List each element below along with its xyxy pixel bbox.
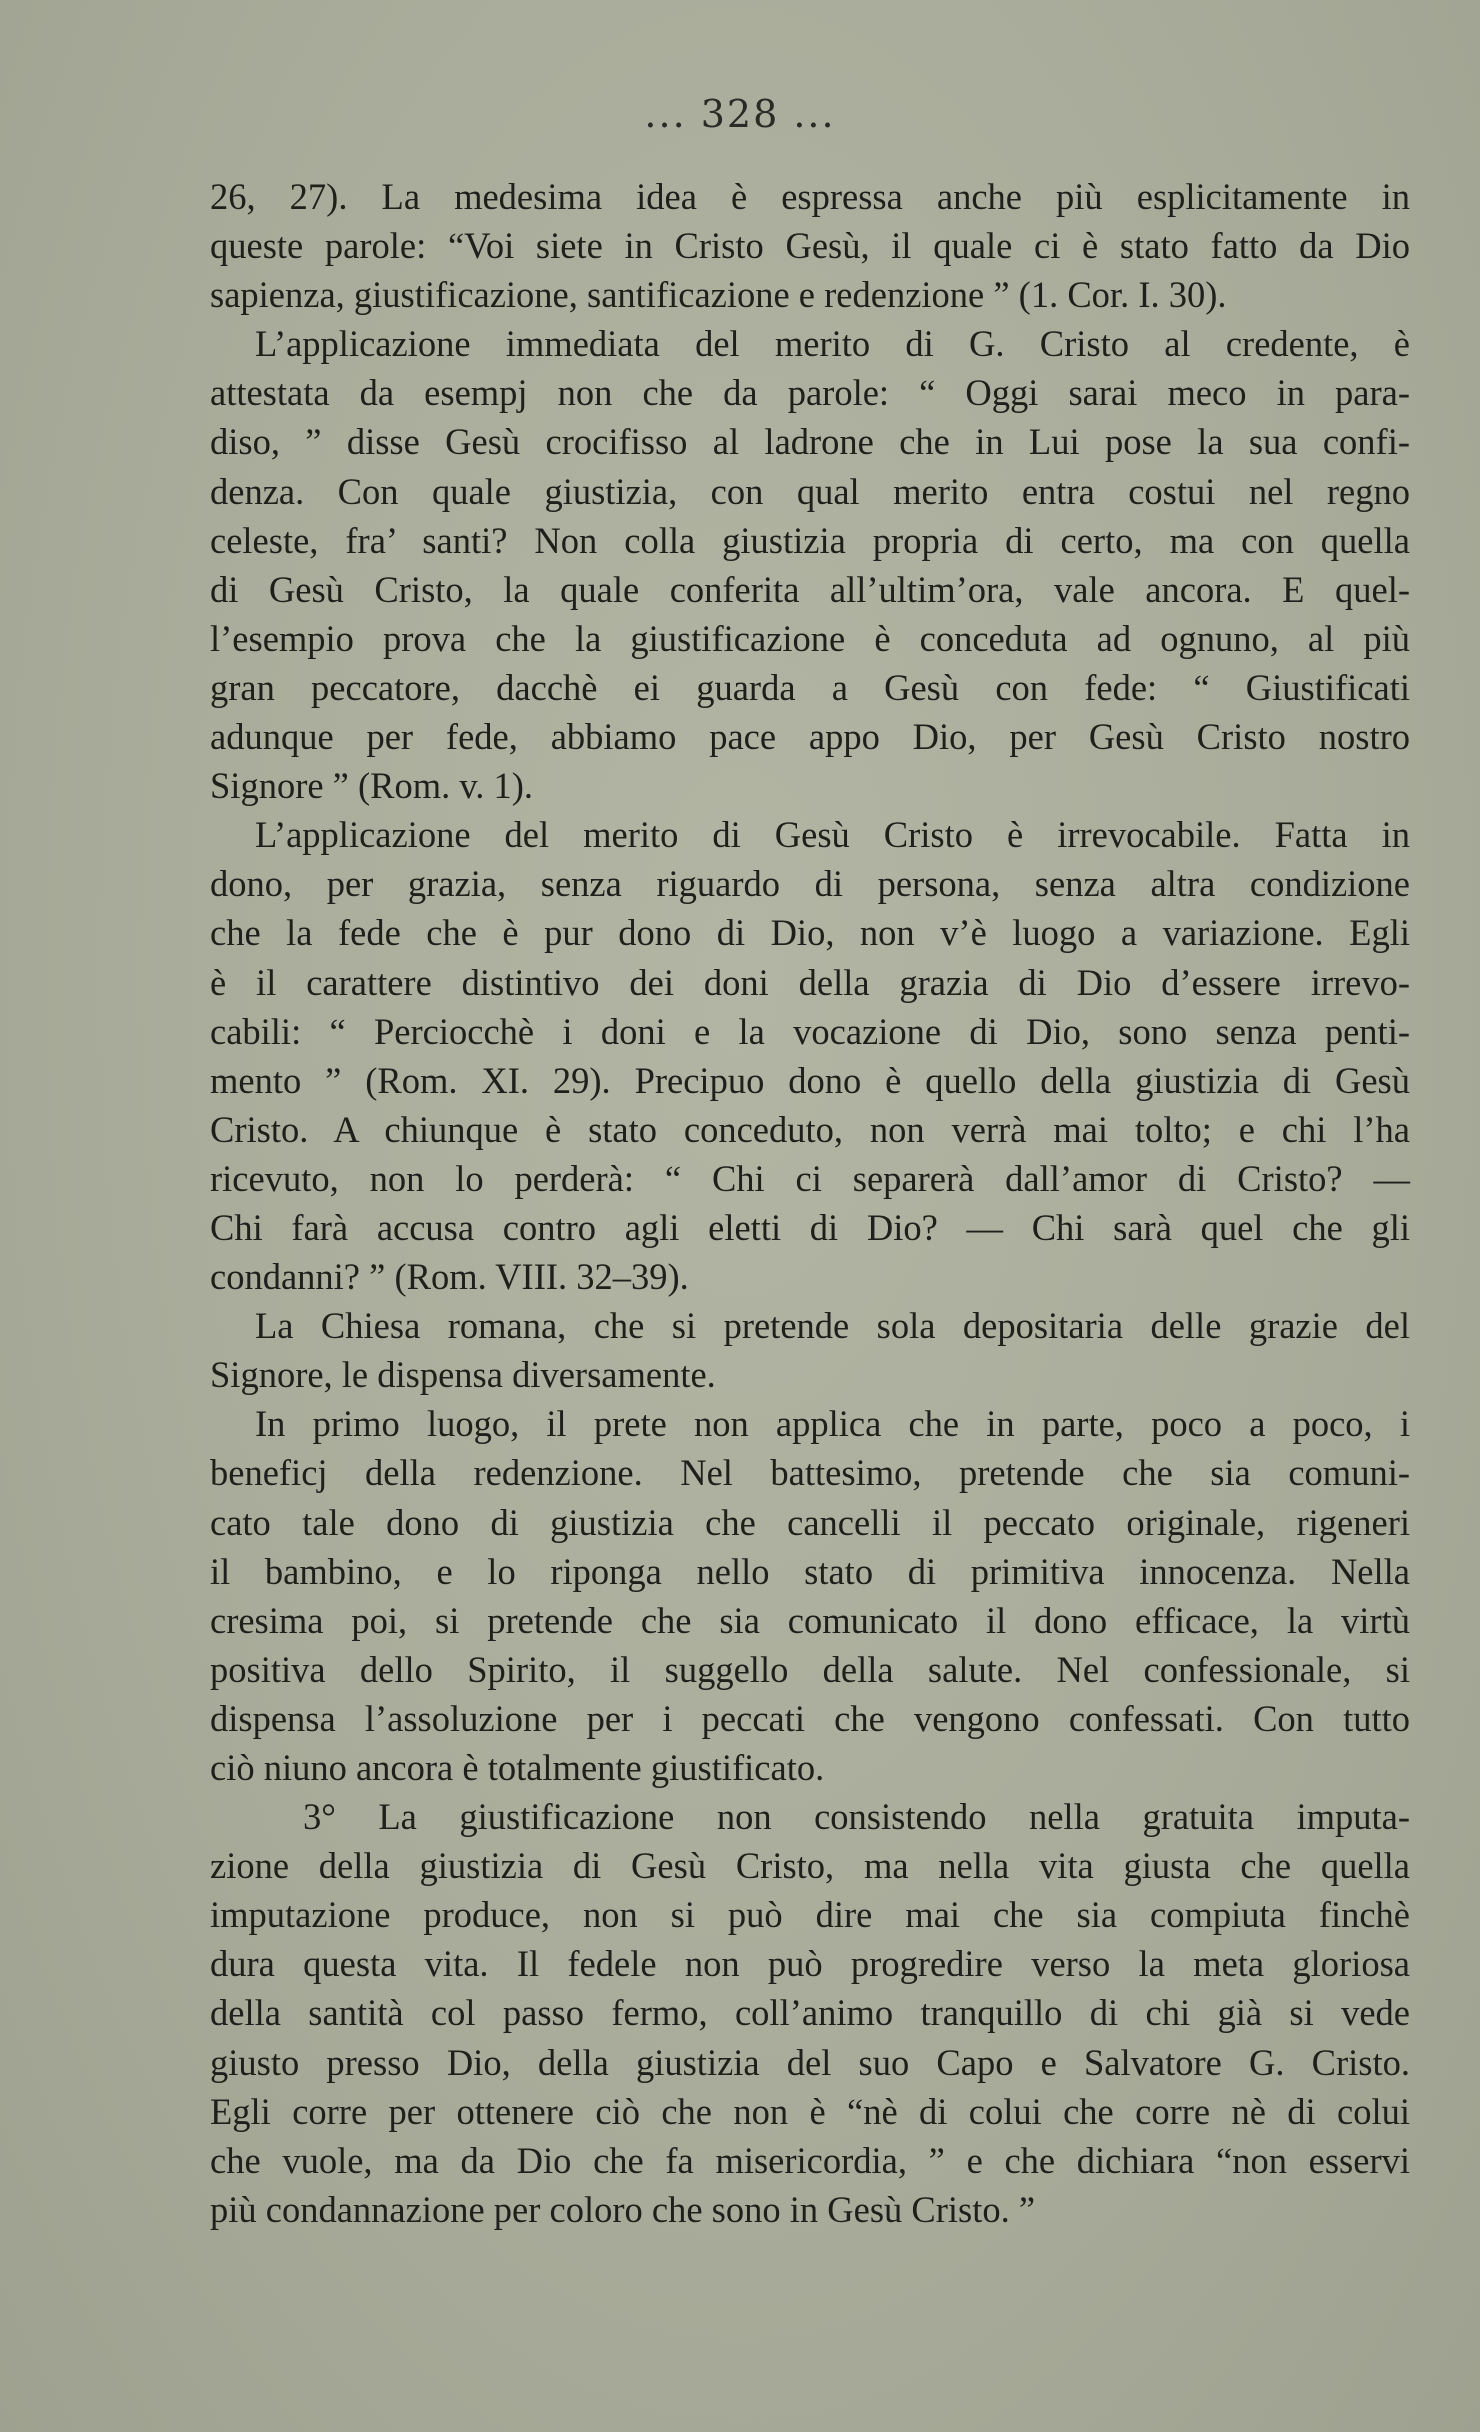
text-line: è il carattere distintivo dei doni della grazia di Dio d’essere irrevo- (210, 961, 1410, 1003)
text-line: zione della giustizia di Gesù Cristo, ma nella vita giusta che quella (210, 1845, 1410, 1887)
text-line: In primo luogo, il prete non applica che in parte, poco a poco, i (255, 1403, 1410, 1445)
text-line: celeste, fra’ santi? Non colla giustizia propria di certo, ma con quella (210, 519, 1410, 561)
text-line: giusto presso Dio, della giustizia del suo Capo e Salvatore G. Cristo. (210, 2041, 1410, 2083)
text-line: che la fede che è pur dono di Dio, non v’è luogo a variazione. Egli (210, 912, 1410, 954)
text-line: cabili: “ Perciocchè i doni e la vocazione di Dio, sono senza penti- (210, 1010, 1410, 1052)
text-line: della santità col passo fermo, coll’animo tranquillo di chi già si vede (210, 1992, 1410, 2034)
text-line: condanni? ” (Rom. VIII. 32–39). (210, 1256, 689, 1298)
text-line: Chi farà accusa contro agli eletti di Dio? — Chi sarà quel che gli (210, 1206, 1410, 1248)
text-line: l’esempio prova che la giustificazione è conceduta ad ognuno, al più (210, 617, 1410, 659)
text-line: adunque per fede, abbiamo pace appo Dio, per Gesù Cristo nostro (210, 716, 1410, 758)
text-line: cato tale dono di giustizia che cancelli il peccato originale, rigeneri (210, 1501, 1410, 1543)
text-line: denza. Con quale giustizia, con qual merito entra costui nel regno (210, 470, 1410, 512)
text-line: Signore ” (Rom. v. 1). (210, 765, 534, 807)
text-line: 3° La giustificazione non consistendo nella gratuita imputa- (303, 1796, 1410, 1838)
text-line: queste parole: “Voi siete in Cristo Gesù, il quale ci è stato fatto da Dio (210, 225, 1410, 267)
page-number: ... 328 ... (644, 92, 836, 136)
text-line: Cristo. A chiunque è stato conceduto, non verrà mai tolto; e chi l’ha (210, 1108, 1410, 1150)
text-line: più condannazione per coloro che sono in Gesù Cristo. ” (210, 2188, 1036, 2230)
text-line: di Gesù Cristo, la quale conferita all’ultim’ora, vale ancora. E quel- (210, 568, 1410, 610)
text-line: gran peccatore, dacchè ei guarda a Gesù con fede: “ Giustificati (210, 666, 1410, 708)
text-line: beneficj della redenzione. Nel battesimo, pretende che sia comuni- (210, 1452, 1410, 1494)
text-line: L’applicazione immediata del merito di G. Cristo al credente, è (255, 323, 1410, 365)
text-line: sapienza, giustificazione, santificazione e redenzione ” (1. Cor. I. 30). (210, 274, 1227, 316)
text-line: La Chiesa romana, che si pretende sola depositaria delle grazie del (255, 1305, 1410, 1347)
text-line: imputazione produce, non si può dire mai che sia compiuta finchè (210, 1894, 1410, 1936)
text-line: ricevuto, non lo perderà: “ Chi ci separerà dall’amor di Cristo? — (210, 1157, 1410, 1199)
text-line: Signore, le dispensa diversamente. (210, 1354, 716, 1396)
body-text (210, 172, 1410, 2234)
text-line: L’applicazione del merito di Gesù Cristo è irrevocabile. Fatta in (255, 814, 1410, 856)
text-line: il bambino, e lo riponga nello stato di primitiva innocenza. Nella (210, 1550, 1410, 1592)
text-line: dura questa vita. Il fedele non può progredire verso la meta gloriosa (210, 1943, 1410, 1985)
text-line: dono, per grazia, senza riguardo di persona, senza altra condizione (210, 863, 1410, 905)
text-line: positiva dello Spirito, il suggello della salute. Nel confessionale, si (210, 1648, 1410, 1690)
text-line: mento ” (Rom. XI. 29). Precipuo dono è quello della giustizia di Gesù (210, 1059, 1410, 1101)
text-line: 26, 27). La medesima idea è espressa anche più esplicitamente in (210, 176, 1410, 217)
text-line: Egli corre per ottenere ciò che non è “nè di colui che corre nè di colui (210, 2090, 1410, 2132)
text-line: ciò niuno ancora è totalmente giustificato. (210, 1747, 825, 1788)
text-line: diso, ” disse Gesù crocifisso al ladrone che in Lui pose la sua confi- (210, 421, 1410, 463)
text-line: dispensa l’assoluzione per i peccati che vengono confessati. Con tutto (210, 1697, 1410, 1739)
text-line: attestata da esempj non che da parole: “ Oggi sarai meco in para- (210, 372, 1410, 414)
text-line: che vuole, ma da Dio che fa misericordia, ” e che dichiara “non esservi (210, 2139, 1410, 2181)
text-line: cresima poi, si pretende che sia comunicato il dono efficace, la virtù (210, 1599, 1410, 1641)
